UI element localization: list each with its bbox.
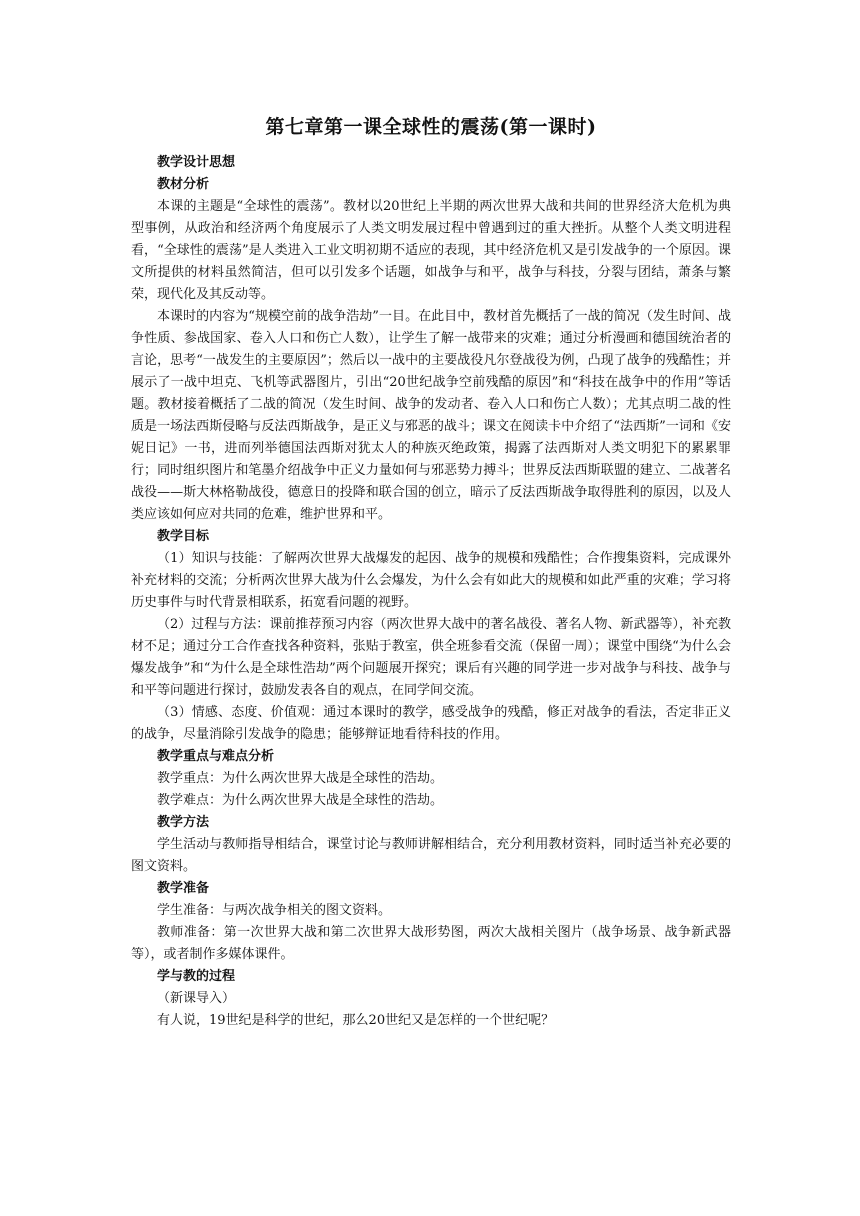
- document-title: 第七章第一课全球性的震荡(第一课时): [265, 116, 597, 138]
- heading-process: 学与教的过程: [157, 969, 236, 984]
- goal-process: （2）过程与方法：课前推荐预习内容（两次世界大战中的著名战役、著名人物、新武器等），补充教材不足；通过分工合作查找各种资料，张贴于教室，供全班参看交流（保留一周）；课堂中围绕“为什么会爆发战争”和“为什么是全球性浩劫”两个问题展开探究；课后有兴趣的同学进一步对战争与科技、战争与和平等问题进行探讨，鼓励发表各自的观点，在同学间交流。: [131, 617, 731, 698]
- paragraph-theme: 本课的主题是“全球性的震荡”。教材以20世纪上半期的两次世界大战和共间的世界经济大危机为典型事例，从政治和经济两个角度展示了人类文明发展过程中曾遇到过的重大挫折。从整个人类文明进程看，“全球性的震荡”是人类进入工业文明初期不适应的表现，其中经济危机又是引发战争的一个原因。课文所提供的材料虽然简洁，但可以引发多个话题，如战争与和平，战争与科技，分裂与团结，萧条与繁荣，现代化及其反动等。: [131, 199, 731, 302]
- heading-preparation: 教学准备: [157, 881, 210, 896]
- keypoint-text: 教学重点：为什么两次世界大战是全球性的浩劫。: [157, 771, 444, 786]
- heading-design-idea: 教学设计思想: [157, 155, 236, 170]
- heading-material-analysis: 教材分析: [157, 177, 210, 192]
- document-page: [131, 114, 731, 1032]
- intro-text: 有人说，19世纪是科学的世纪，那么20世纪又是怎样的一个世纪呢？: [157, 1013, 555, 1028]
- goal-attitude: （3）情感、态度、价值观：通过本课时的教学，感受战争的残酷，修正对战争的看法，否定非正义的战争，尽量消除引发战争的隐患；能够辩证地看待科技的作用。: [131, 705, 731, 742]
- heading-keypoints: 教学重点与难点分析: [157, 749, 275, 764]
- goal-knowledge: （1）知识与技能：了解两次世界大战爆发的起因、战争的规模和残酷性；合作搜集资料，完成课外补充材料的交流；分析两次世界大战为什么会爆发，为什么会有如此大的规模和如此严重的灾难；学习将历史事件与时代背景相联系，拓宽看问题的视野。: [131, 551, 731, 610]
- difficulty-text: 教学难点：为什么两次世界大战是全球性的浩劫。: [157, 793, 444, 808]
- student-prep-text: 学生准备：与两次战争相关的图文资料。: [157, 903, 392, 918]
- heading-goals: 教学目标: [157, 529, 210, 544]
- heading-method: 教学方法: [157, 815, 210, 830]
- paragraph-content: 本课时的内容为“规模空前的战争浩劫”一目。在此目中，教材首先概括了一战的简况（发生时间、战争性质、参战国家、卷入人口和伤亡人数），让学生了解一战带来的灾难；通过分析漫画和德国统治者的言论，思考“一战发生的主要原因”；然后以一战中的主要战役凡尔登战役为例，凸现了战争的残酷性；并展示了一战中坦克、飞机等武器图片，引出“20世纪战争空前残酷的原因”和“科技在战争中的作用”等话题。教材接着概括了二战的简况（发生时间、战争的发动者、卷入人口和伤亡人数）；尤其点明二战的性质是一场法西斯侵略与反法西斯战争，是正义与邪恶的战斗；课文在阅读卡中介绍了“法西斯”一词和《安妮日记》一书，进而列举德国法西斯对犹太人的种族灭绝政策，揭露了法西斯对人类文明犯下的累累罪行；同时组织图片和笔墨介绍战争中正义力量如何与邪恶势力搏斗；世界反法西斯联盟的建立、二战著名战役——斯大林格勒战役，德意日的投降和联合国的创立，暗示了反法西斯战争取得胜利的原因，以及人类应该如何应对共同的危难，维护世界和平。: [131, 309, 731, 522]
- method-text: 学生活动与教师指导相结合，课堂讨论与教师讲解相结合，充分利用教材资料，同时适当补充必要的图文资料。: [131, 837, 731, 874]
- teacher-prep-text: 教师准备：第一次世界大战和第二次世界大战形势图，两次大战相关图片（战争场景、战争新武器等），或者制作多媒体课件。: [131, 925, 731, 962]
- intro-label: （新课导入）: [157, 991, 236, 1006]
